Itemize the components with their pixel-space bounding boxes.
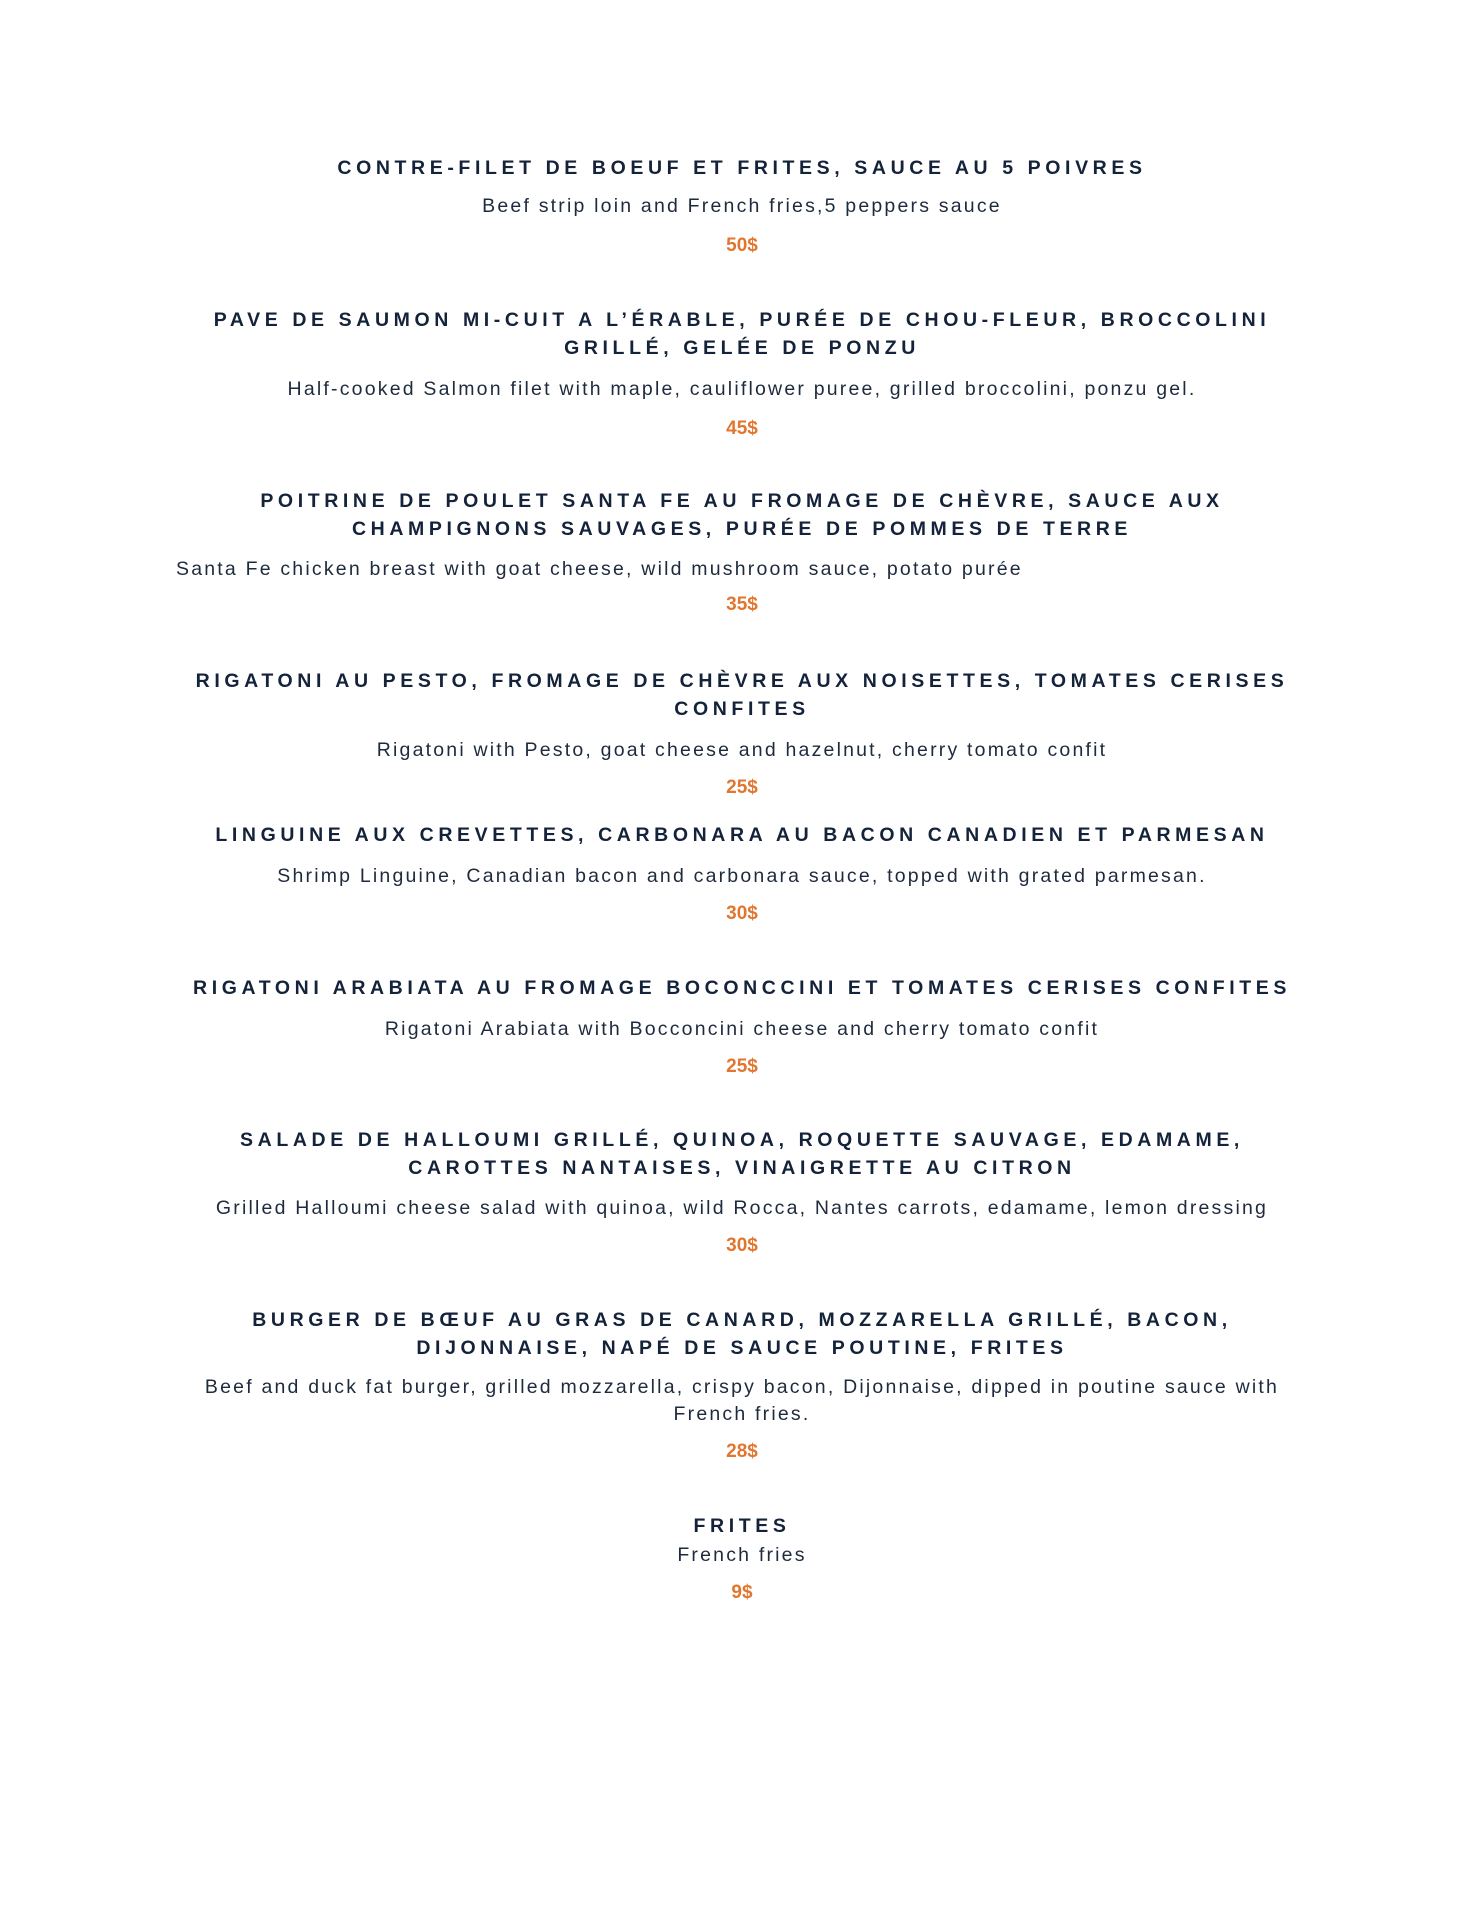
menu-item (170, 154, 1314, 258)
item-title: POITRINE DE POULET SANTA FE AU FROMAGE DE CHÈVRE, SAUCE AUX CHAMPIGNONS SAUVAGES, PURÉE DE POMMES DE TERRE (260, 490, 1224, 540)
item-description: Half-cooked Salmon filet with maple, cauliflower puree, grilled broccolini, ponzu gel. (287, 378, 1197, 400)
item-title: RIGATONI AU PESTO, FROMAGE DE CHÈVRE AUX NOISETTES, TOMATES CERISES CONFITES (195, 670, 1289, 720)
item-title: PAVE DE SAUMON MI-CUIT A L’ÉRABLE, PURÉE DE CHOU-FLEUR, BROCCOLINI GRILLÉ, GELÉE DE PONZU (213, 309, 1271, 359)
item-price: 25$ (726, 777, 758, 798)
menu-item (170, 306, 1314, 441)
item-description: Beef strip loin and French fries,5 peppers sauce (482, 195, 1002, 217)
item-title: BURGER DE BŒUF AU GRAS DE CANARD, MOZZARELLA GRILLÉ, BACON, DIJONNAISE, NAPÉ DE SAUCE POUTINE, FRITES (252, 1309, 1232, 1359)
menu-item (170, 1306, 1314, 1464)
menu-item (170, 821, 1314, 926)
item-price: 28$ (726, 1441, 758, 1462)
item-title: LINGUINE AUX CREVETTES, CARBONARA AU BACON CANADIEN ET PARMESAN (215, 824, 1269, 846)
item-price: 30$ (726, 1235, 758, 1256)
item-price: 25$ (726, 1056, 758, 1077)
item-description: Santa Fe chicken breast with goat cheese, wild mushroom sauce, potato purée (176, 558, 1023, 580)
item-title: SALADE DE HALLOUMI GRILLÉ, QUINOA, ROQUETTE SAUVAGE, EDAMAME, CAROTTES NANTAISES, VINAIGRETTE AU CITRON (240, 1129, 1244, 1179)
item-price: 9$ (731, 1582, 753, 1603)
menu-item (170, 487, 1314, 617)
item-description: Rigatoni with Pesto, goat cheese and hazelnut, cherry tomato confit (376, 739, 1108, 761)
menu-item (170, 1126, 1314, 1258)
item-price: 50$ (726, 235, 758, 256)
item-description: Beef and duck fat burger, grilled mozzarella, crispy bacon, Dijonnaise, dipped in poutine sauce with French fries. (204, 1376, 1280, 1425)
item-title: RIGATONI ARABIATA AU FROMAGE BOCONCCINI ET TOMATES CERISES CONFITES (193, 977, 1291, 999)
item-title: FRITES (693, 1515, 791, 1537)
menu-item (170, 667, 1314, 800)
item-title: CONTRE-FILET DE BOEUF ET FRITES, SAUCE AU 5 POIVRES (337, 157, 1147, 179)
item-price: 35$ (726, 594, 758, 615)
item-price: 45$ (726, 418, 758, 439)
item-description: French fries (677, 1544, 807, 1566)
item-description: Shrimp Linguine, Canadian bacon and carbonara sauce, topped with grated parmesan. (277, 865, 1207, 887)
item-description: Rigatoni Arabiata with Bocconcini cheese and cherry tomato confit (384, 1018, 1100, 1040)
menu-item (170, 1512, 1314, 1605)
item-price: 30$ (726, 903, 758, 924)
menu-item (170, 974, 1314, 1079)
item-description: Grilled Halloumi cheese salad with quinoa, wild Rocca, Nantes carrots, edamame, lemon dressing (215, 1197, 1269, 1219)
